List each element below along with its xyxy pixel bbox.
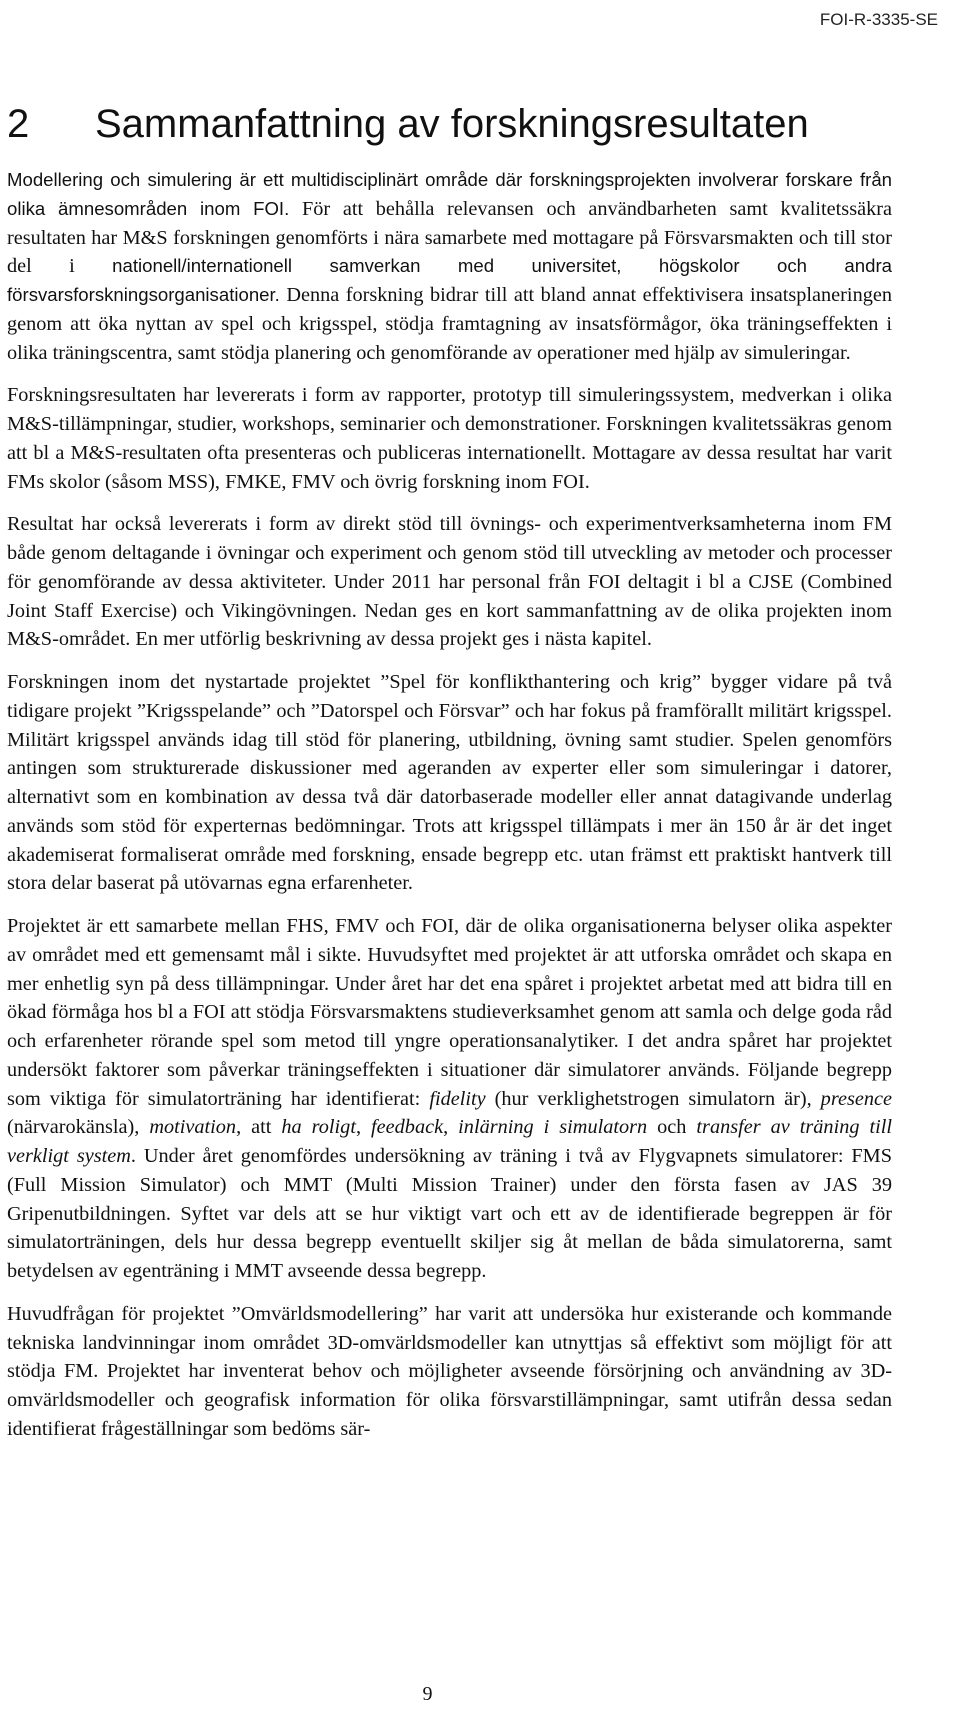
paragraph-1-sans-b: nationell/internationell samverkan med universitet, högskolor och andra försvarsforskningsorganisationer. [7,255,892,305]
paragraph-6: Huvudfrågan för projektet ”Omvärldsmodellering” har varit att undersöka hur existerande och kommande tekniska landvinningar inom området 3D-omvärldsmodeller kan utnyttjas så effektivt som möjligt för att stödja FM. Projektet har inventerat behov och möjligheter avseende försörjning och användning av 3D-omvärldsmodeller och geografisk information för olika försvarstillämpningar, samt utifrån dessa sedan identifierat frågeställningar som bedöms sär- [7,1302,892,1440]
section-heading [7,102,809,147]
body-text [7,166,892,1458]
paragraph-1-serif-b: Denna forskning bidrar till att bland annat effektivisera insatsplaneringen genom att öka nyttan av spel och krigsspel, stödja framtagning av insatsförmågor, öka träningseffekten i olika träningscentra, samt stödja planering och genomförande av operationer med hjälp av simuleringar. [7,284,892,364]
document-id: FOI-R-3335-SE [819,10,938,29]
p5-text-h: . Under året genomfördes undersökning av träning i två av Flygvapnets simulatorer: FMS (Full Mission Simulator) och MMT (Multi Mission Trainer) under den första fasen av JAS 39 Gripenutbildningen. Syftet var dels att se hur viktigt vart och ett av de identifierade begreppen är för simulatorträningen, dels hur dessa begrepp eventuellt skiljer sig åt mellan de båda simulatorerna, samt betydelsen av egenträning i MMT avseende dessa begrepp. [7,1145,892,1282]
term-motivation: motivation [149,1116,237,1139]
paragraph-4: Forskningen inom det nystartade projektet ”Spel för konflikthantering och krig” bygger vidare på två tidigare projekt ”Krigsspelande” och ”Datorspel och Försvar” och har fokus på framförallt militärt krigsspel. Militärt krigsspel används idag till stöd för planering, utbildning, övning samt studier. Spelen genomförs antingen som strukturerade diskussioner med ageranden av experter eller som simuleringar i datorer, alternativt som en kombination av dessa två där datorbaserade modeller eller annat datagivande underlag används som stöd för experternas bedömningar. Trots att krigsspel tillämpats i mer än 150 år är det inget akademiserat formaliserat område med forskning, ensade begrepp etc. utan främst ett praktiskt hantverk till stora delar baserat på utövarnas egna erfarenheter. [7,671,892,895]
paragraph-1 [7,166,892,367]
term-ha-roligt: ha roligt [281,1116,356,1139]
term-feedback: feedback [371,1116,444,1139]
section-number: 2 [7,102,30,146]
term-fidelity: fidelity [429,1087,486,1110]
paragraph-2: Forskningsresultaten har levererats i form av rapporter, prototyp till simuleringssystem, medverkan i olika M&S-tillämpningar, studier, workshops, seminarier och demonstrationer. Forskningen kvalitetssäkras genom att bl a M&S-resultaten ofta presenteras och publiceras internationellt. Mottagare av dessa resultat har varit FMs skolor (såsom MSS), FMKE, FMV och övrig forskning inom FOI. [7,384,892,493]
paragraph-5 [7,912,892,1286]
term-transfer: transfer av träning till verkligt system [7,1116,892,1167]
p5-text-e: , [355,1116,372,1139]
p5-text-f: , [443,1116,459,1139]
paragraph-1-serif-a: För att behålla relevansen och användbarheten samt kvalitetssäkra resultaten har M&S forskningen genomförts i nära samarbete med mottagare på Försvarsmakten och till stor del i [7,197,892,278]
term-presence: presence [820,1087,892,1110]
p5-text-c: (närvarokänsla), [7,1116,150,1139]
p5-text-g: och [647,1116,697,1139]
page-number: 9 [422,1683,433,1705]
paragraph-1-sans-a: Modellering och simulering är ett multidisciplinärt område där forskningsprojekten involverar forskare från olika ämnesområden inom FOI. [7,169,892,219]
term-inlarning: inlärning i simulatorn [458,1116,648,1139]
p5-text-a: Projektet är ett samarbete mellan FHS, FMV och FOI, där de olika organisationerna belyser olika aspekter av området med ett gemensamt mål i sikte. Huvudsyftet med projektet är att utforska området och skapa en mer enhetlig syn på dess tillämpningar. Under året har det ena spåret i projektet arbetat med att bidra till en ökad förmåga hos bl a FOI att stödja Försvarsmaktens studieverksamhet genom att samla och delge goda råd och erfarenheter rörande spel som metod till yngre operationsanalytiker. I det andra spåret har projektet undersökt faktorer som påverkar träningseffekten i situationer där simulatorer används. Följande begrepp som viktiga för simulatorträning har identifierat: [7,915,892,1110]
p5-text-d: , att [236,1116,282,1139]
section-title: Sammanfattning av forskningsresultaten [95,102,809,146]
paragraph-3: Resultat har också levererats i form av direkt stöd till övnings- och experimentverksamheterna inom FM både genom deltagande i övningar och experiment och genom stöd till utveckling av metoder och processer för genomförande av dessa aktiviteter. Under 2011 har personal från FOI deltagit i bl a CJSE (Combined Joint Staff Exercise) och Vikingövningen. Nedan ges en kort sammanfattning av de olika projekten inom M&S-området. En mer utförlig beskrivning av dessa projekt ges i nästa kapitel. [7,513,892,651]
p5-text-b: (hur verklighetstrogen simulatorn är), [485,1087,821,1110]
